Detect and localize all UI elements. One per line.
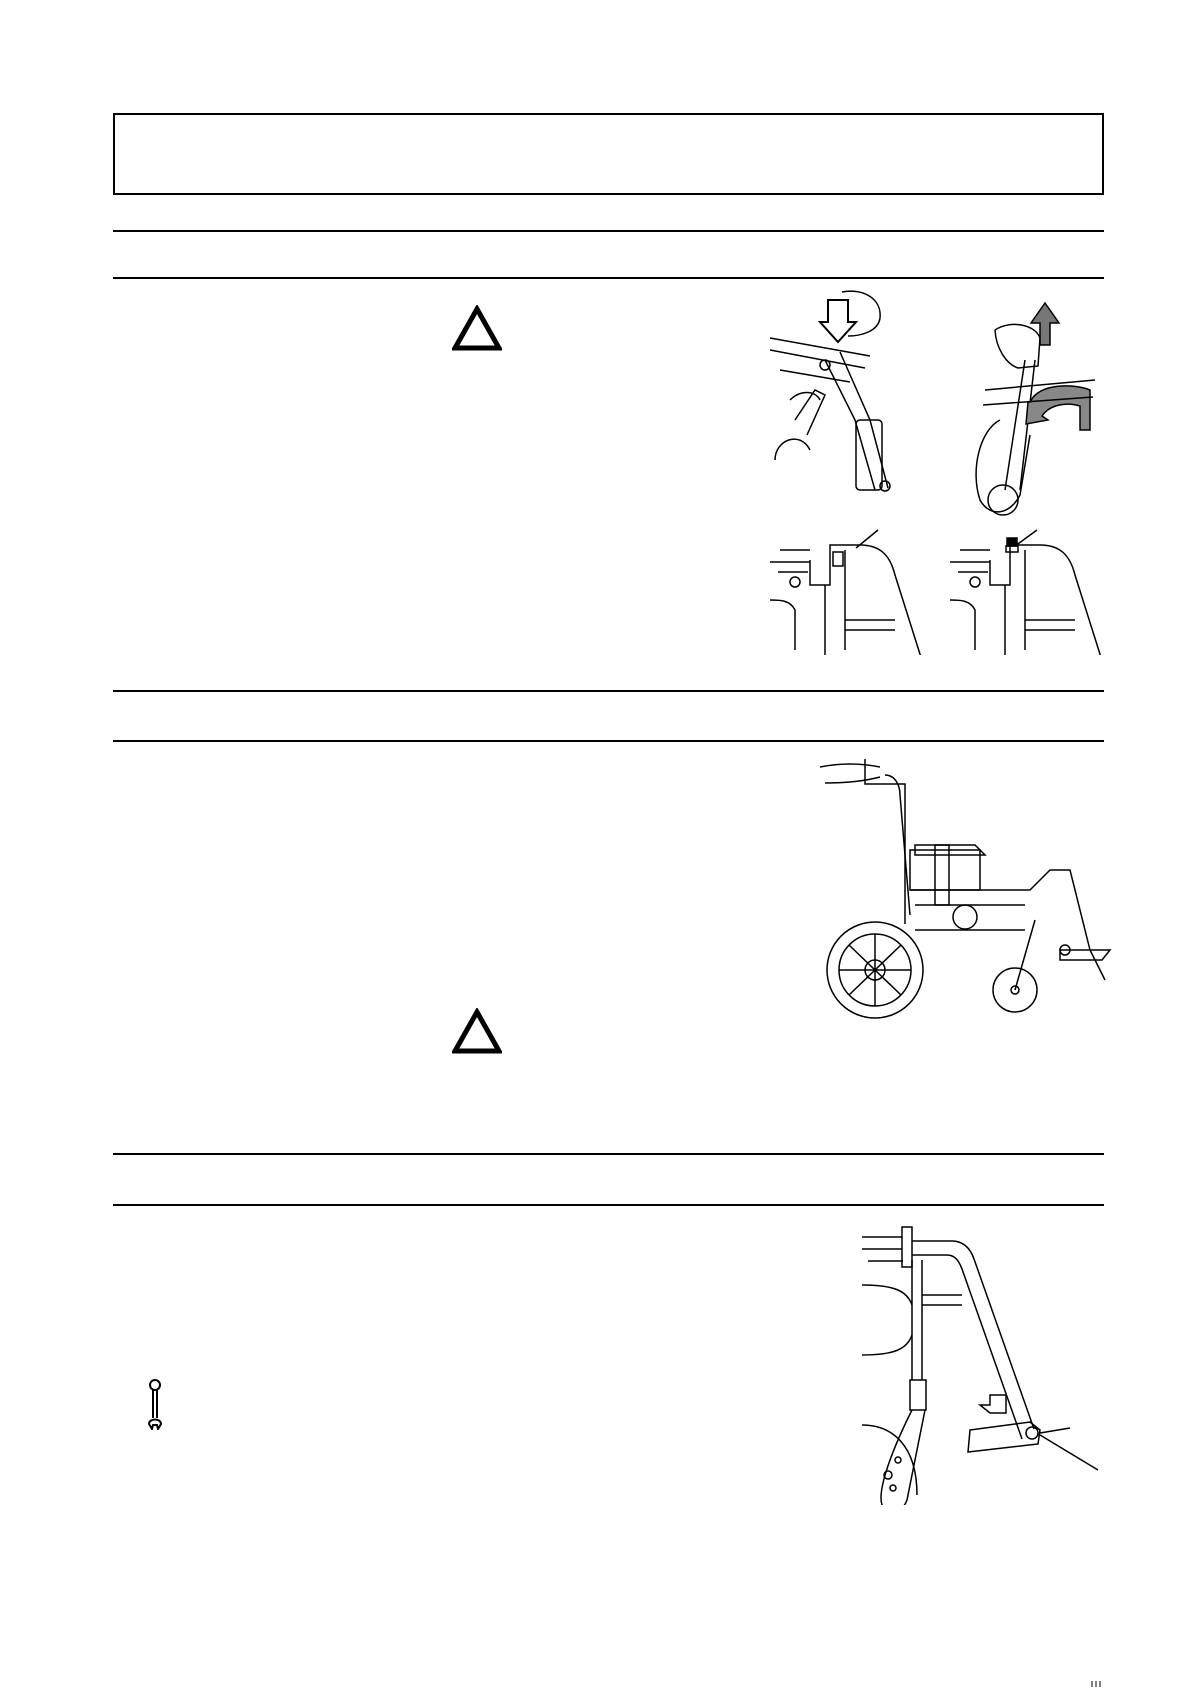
section-2-bottom-rule xyxy=(113,740,1104,742)
header-box xyxy=(113,113,1104,195)
armrest-locked-detail xyxy=(950,520,1110,655)
wheelchair-side-view-illustration xyxy=(815,755,1115,1025)
section-3-top-rule xyxy=(113,1153,1104,1155)
warning-triangle-icon xyxy=(452,1008,502,1054)
page-corner-mark xyxy=(1090,1674,1104,1680)
armrest-release-illustration xyxy=(770,290,920,500)
wrench-icon xyxy=(146,1378,164,1430)
section-3-bottom-rule xyxy=(113,1204,1104,1206)
warning-triangle-icon xyxy=(452,305,502,351)
legrest-adjustment-illustration xyxy=(860,1225,1100,1505)
armrest-unlocked-detail xyxy=(770,520,930,655)
section-1-top-rule xyxy=(113,230,1104,232)
section-2-top-rule xyxy=(113,690,1104,692)
section-1-bottom-rule xyxy=(113,277,1104,279)
armrest-lift-illustration xyxy=(975,290,1095,520)
